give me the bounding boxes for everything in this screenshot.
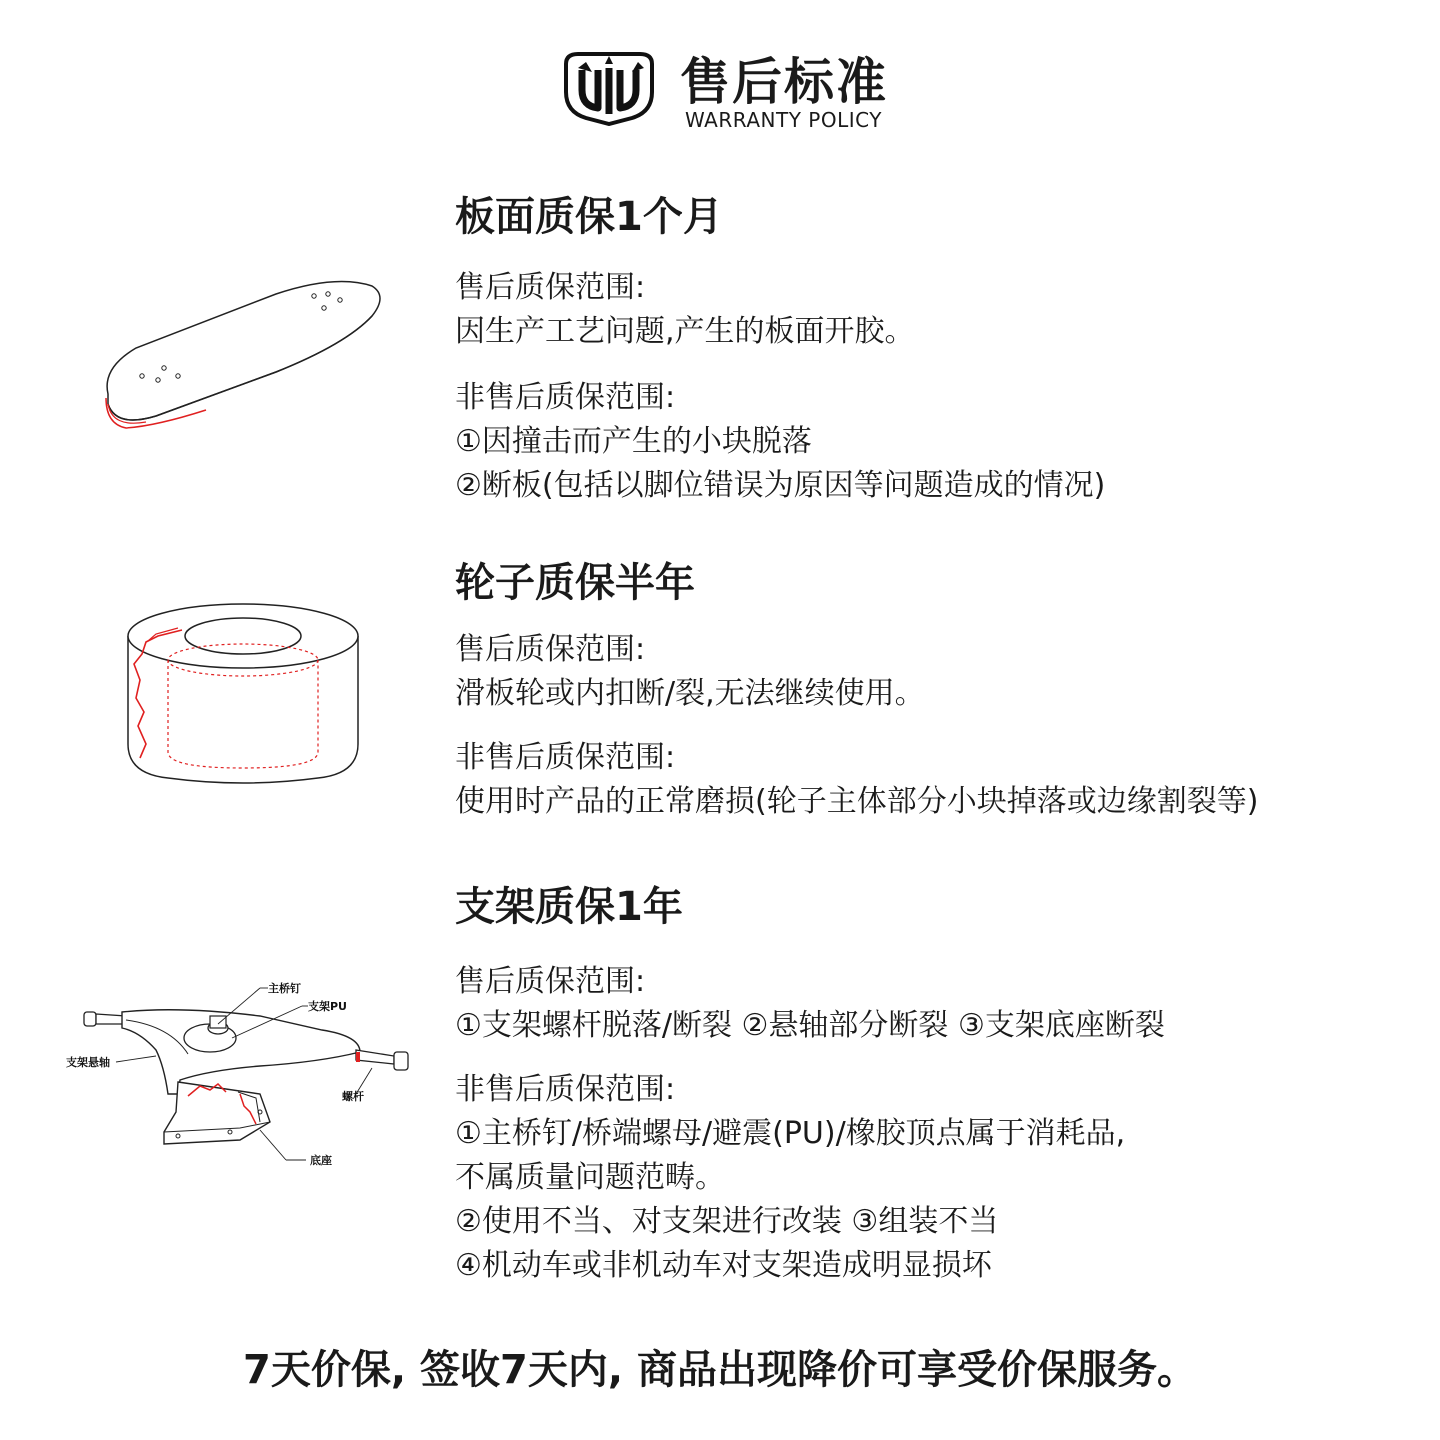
not-covered-item: 不属质量问题范畴。 xyxy=(455,1160,725,1195)
price-protection-notice: 7天价保, 签收7天内, 商品出现降价可享受价保服务。 xyxy=(243,1347,1197,1393)
label-baseplate: 底座 xyxy=(310,1154,332,1167)
not-covered-item: ②使用不当、对支架进行改装 ③组装不当 xyxy=(455,1204,999,1239)
covered-item: 因生产工艺问题,产生的板面开胶。 xyxy=(455,314,915,349)
not-covered-item: ①因撞击而产生的小块脱落 xyxy=(455,424,812,459)
section-title: 支架质保1年 xyxy=(455,884,683,930)
not-covered-item: ④机动车或非机动车对支架造成明显损坏 xyxy=(455,1248,992,1283)
covered-label: 售后质保范围: xyxy=(455,964,646,999)
section-title: 轮子质保半年 xyxy=(455,560,695,606)
covered-label: 售后质保范围: xyxy=(455,270,646,305)
not-covered-label: 非售后质保范围: xyxy=(455,740,676,775)
not-covered-label: 非售后质保范围: xyxy=(455,1072,676,1107)
truck-diagram-labels xyxy=(60,972,420,1172)
covered-label: 售后质保范围: xyxy=(455,632,646,667)
not-covered-label: 非售后质保范围: xyxy=(455,380,676,415)
covered-item: 滑板轮或内扣断/裂,无法继续使用。 xyxy=(455,676,925,711)
label-hanger: 支架悬轴 xyxy=(66,1056,110,1069)
not-covered-item: 使用时产品的正常磨损(轮子主体部分小块掉落或边缘割裂等) xyxy=(455,784,1259,819)
wheel-icon xyxy=(118,594,368,804)
brand-subtitle: WARRANTY POLICY xyxy=(685,108,882,132)
label-axle: 螺杆 xyxy=(342,1090,364,1103)
label-bushing: 支架PU xyxy=(308,1000,347,1013)
not-covered-item: ①主桥钉/桥端螺母/避震(PU)/橡胶顶点属于消耗品, xyxy=(455,1116,1126,1151)
label-kingpin: 主桥钉 xyxy=(268,982,301,995)
trident-shield-logo xyxy=(558,50,660,126)
section-title: 板面质保1个月 xyxy=(455,194,723,240)
covered-item: ①支架螺杆脱落/断裂 ②悬轴部分断裂 ③支架底座断裂 xyxy=(455,1008,1165,1043)
not-covered-item: ②断板(包括以脚位错误为原因等问题造成的情况) xyxy=(455,468,1106,503)
brand-title: 售后标准 xyxy=(680,53,888,111)
skateboard-deck-icon xyxy=(96,276,386,436)
